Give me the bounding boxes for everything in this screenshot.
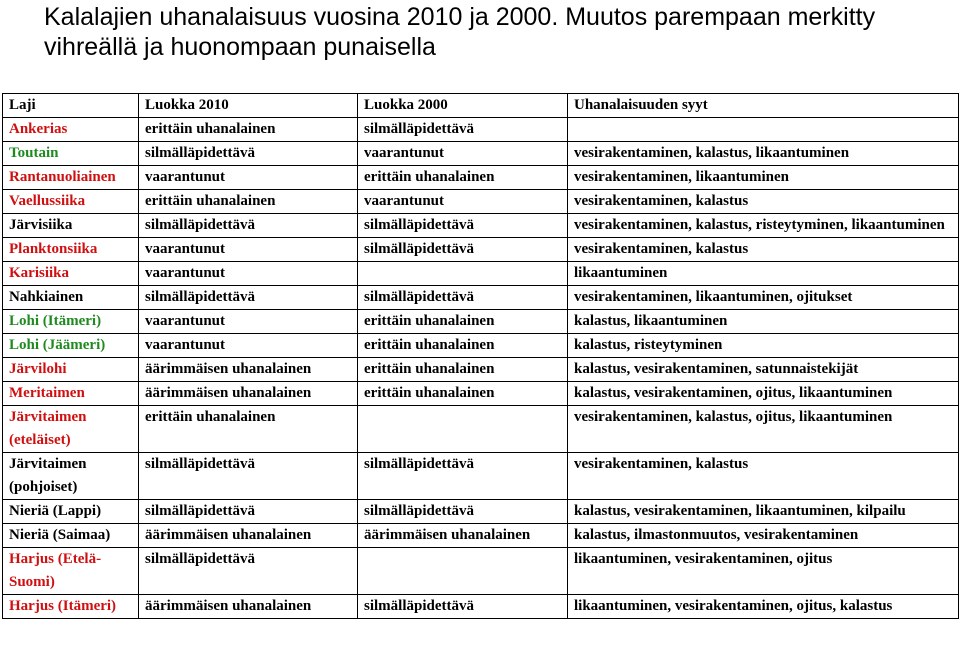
class-2000-cell: silmälläpidettävä <box>358 118 568 142</box>
class-2000-cell: äärimmäisen uhanalainen <box>358 524 568 548</box>
species-cell: Planktonsiika <box>3 238 139 262</box>
class-2010-cell: erittäin uhanalainen <box>139 118 358 142</box>
table-row <box>3 190 959 214</box>
class-2000-cell: erittäin uhanalainen <box>358 358 568 382</box>
class-2000-cell: silmälläpidettävä <box>358 286 568 310</box>
species-cell: Järvilohi <box>3 358 139 382</box>
table-header-row <box>3 94 959 118</box>
causes-cell <box>568 118 959 142</box>
table-row <box>3 524 959 548</box>
table-row <box>3 358 959 382</box>
causes-cell: likaantuminen, vesirakentaminen, ojitus, kalastus <box>568 595 959 619</box>
column-header-species: Laji <box>3 94 139 118</box>
class-2010-cell: äärimmäisen uhanalainen <box>139 595 358 619</box>
causes-cell: vesirakentaminen, kalastus <box>568 190 959 214</box>
causes-cell: vesirakentaminen, kalastus, ojitus, likaantuminen <box>568 406 959 453</box>
class-2010-cell: silmälläpidettävä <box>139 453 358 500</box>
table-row <box>3 310 959 334</box>
table-body <box>3 118 959 619</box>
class-2010-cell: silmälläpidettävä <box>139 500 358 524</box>
causes-cell: vesirakentaminen, likaantuminen <box>568 166 959 190</box>
table-row <box>3 286 959 310</box>
class-2010-cell: vaarantunut <box>139 262 358 286</box>
causes-cell: kalastus, risteytyminen <box>568 334 959 358</box>
causes-cell: vesirakentaminen, kalastus <box>568 453 959 500</box>
species-cell: Järvitaimen (eteläiset) <box>3 406 139 453</box>
class-2000-cell: erittäin uhanalainen <box>358 166 568 190</box>
species-cell: Nieriä (Saimaa) <box>3 524 139 548</box>
species-cell: Vaellussiika <box>3 190 139 214</box>
table-row <box>3 238 959 262</box>
class-2010-cell: vaarantunut <box>139 238 358 262</box>
class-2000-cell: silmälläpidettävä <box>358 238 568 262</box>
class-2010-cell: silmälläpidettävä <box>139 214 358 238</box>
species-cell: Harjus (Etelä-Suomi) <box>3 548 139 595</box>
threat-status-table <box>2 93 959 619</box>
species-cell: Nieriä (Lappi) <box>3 500 139 524</box>
causes-cell: likaantuminen, vesirakentaminen, ojitus <box>568 548 959 595</box>
column-header-class-2010: Luokka 2010 <box>139 94 358 118</box>
class-2010-cell: äärimmäisen uhanalainen <box>139 524 358 548</box>
class-2010-cell: erittäin uhanalainen <box>139 190 358 214</box>
class-2000-cell: silmälläpidettävä <box>358 214 568 238</box>
class-2010-cell: vaarantunut <box>139 334 358 358</box>
table-row <box>3 118 959 142</box>
class-2000-cell: silmälläpidettävä <box>358 453 568 500</box>
species-cell: Lohi (Itämeri) <box>3 310 139 334</box>
table-row <box>3 334 959 358</box>
class-2000-cell: vaarantunut <box>358 142 568 166</box>
class-2000-cell <box>358 406 568 453</box>
causes-cell: kalastus, vesirakentaminen, satunnaistekijät <box>568 358 959 382</box>
table-row <box>3 214 959 238</box>
class-2000-cell: erittäin uhanalainen <box>358 334 568 358</box>
table-row <box>3 262 959 286</box>
column-header-causes: Uhanalaisuuden syyt <box>568 94 959 118</box>
species-cell: Järvisiika <box>3 214 139 238</box>
causes-cell: vesirakentaminen, kalastus <box>568 238 959 262</box>
species-cell: Harjus (Itämeri) <box>3 595 139 619</box>
table-row <box>3 406 959 453</box>
class-2000-cell: silmälläpidettävä <box>358 595 568 619</box>
species-cell: Rantanuoliainen <box>3 166 139 190</box>
class-2010-cell: erittäin uhanalainen <box>139 406 358 453</box>
table-row <box>3 500 959 524</box>
class-2000-cell: vaarantunut <box>358 190 568 214</box>
page-title: Kalalajien uhanalaisuus vuosina 2010 ja 2000. Muutos parempaan merkitty vihreällä ja huonompaan punaisella <box>44 3 876 61</box>
species-cell: Toutain <box>3 142 139 166</box>
class-2010-cell: vaarantunut <box>139 166 358 190</box>
table-row <box>3 548 959 595</box>
table-row <box>3 142 959 166</box>
causes-cell: vesirakentaminen, kalastus, risteytyminen, likaantuminen <box>568 214 959 238</box>
class-2000-cell: erittäin uhanalainen <box>358 382 568 406</box>
causes-cell: vesirakentaminen, kalastus, likaantuminen <box>568 142 959 166</box>
table-row <box>3 595 959 619</box>
class-2000-cell <box>358 548 568 595</box>
column-header-class-2000: Luokka 2000 <box>358 94 568 118</box>
class-2010-cell: vaarantunut <box>139 310 358 334</box>
class-2000-cell <box>358 262 568 286</box>
class-2010-cell: silmälläpidettävä <box>139 286 358 310</box>
causes-cell: kalastus, vesirakentaminen, likaantuminen, kilpailu <box>568 500 959 524</box>
species-cell: Nahkiainen <box>3 286 139 310</box>
causes-cell: kalastus, ilmastonmuutos, vesirakentaminen <box>568 524 959 548</box>
causes-cell: vesirakentaminen, likaantuminen, ojitukset <box>568 286 959 310</box>
causes-cell: likaantuminen <box>568 262 959 286</box>
species-cell: Järvitaimen (pohjoiset) <box>3 453 139 500</box>
causes-cell: kalastus, vesirakentaminen, ojitus, likaantuminen <box>568 382 959 406</box>
table-row <box>3 166 959 190</box>
class-2000-cell: erittäin uhanalainen <box>358 310 568 334</box>
species-cell: Ankerias <box>3 118 139 142</box>
class-2010-cell: äärimmäisen uhanalainen <box>139 358 358 382</box>
class-2010-cell: silmälläpidettävä <box>139 548 358 595</box>
table-row <box>3 382 959 406</box>
class-2000-cell: silmälläpidettävä <box>358 500 568 524</box>
table-row <box>3 453 959 500</box>
species-cell: Karisiika <box>3 262 139 286</box>
class-2010-cell: äärimmäisen uhanalainen <box>139 382 358 406</box>
species-cell: Lohi (Jäämeri) <box>3 334 139 358</box>
class-2010-cell: silmälläpidettävä <box>139 142 358 166</box>
species-cell: Meritaimen <box>3 382 139 406</box>
causes-cell: kalastus, likaantuminen <box>568 310 959 334</box>
